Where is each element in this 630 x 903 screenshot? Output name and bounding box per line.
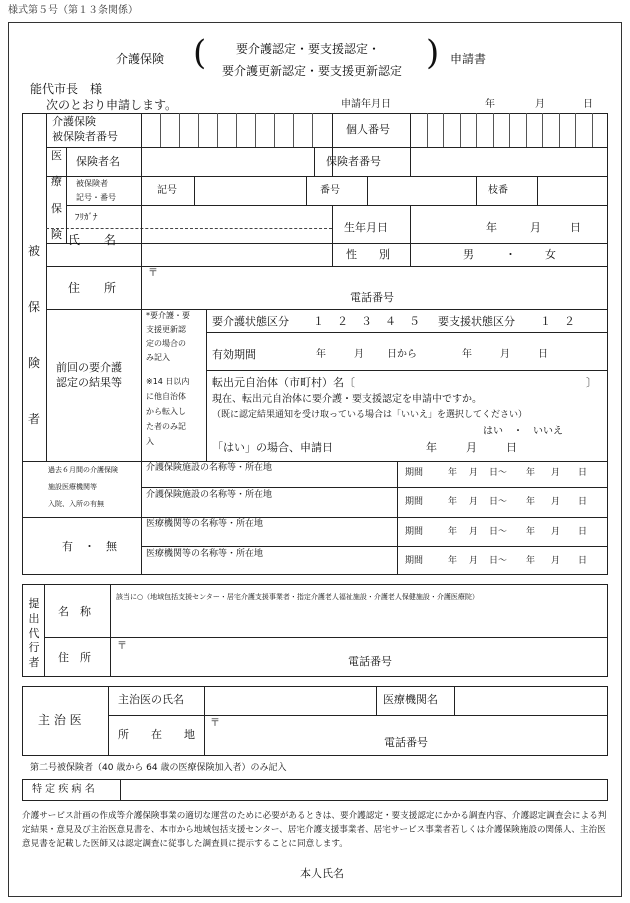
previous-result-label-2: 認定の結果等 <box>56 376 122 389</box>
facility-period-year-2: 年 <box>526 497 536 507</box>
specific-disease-row <box>22 779 608 801</box>
valid-period-year-1: 年 <box>316 349 326 360</box>
care-level-label: 要介護状態区分 <box>212 315 289 328</box>
address-label: 住 所 <box>68 281 117 295</box>
insured-symbol-label-2: 記号・番号 <box>76 193 116 202</box>
insured-symbol-label-1: 被保険者 <box>76 179 108 188</box>
furigana-label: ﾌﾘｶﾞﾅ <box>75 213 98 223</box>
valid-period-month-2: 月 <box>500 349 510 360</box>
doctor-institution-label: 医療機関名 <box>383 693 438 706</box>
specific-disease-label: 特 定 疾 病 名 <box>32 784 95 795</box>
facility-period-label: 期間 <box>405 527 424 537</box>
care-level-3[interactable]: ３ <box>361 315 372 328</box>
number-label: 番号 <box>320 185 340 196</box>
facilities-label-1: 過去６月間の介護保険 <box>48 466 118 474</box>
facilities-label-2: 施設医療機関等 <box>48 483 97 491</box>
transfer-municipality-line: 転出元自治体（市町村）名〔 <box>212 376 355 389</box>
agent-postal-mark: 〒 <box>117 641 127 652</box>
facility-period-label: 期間 <box>405 468 424 478</box>
facility-period-label: 期間 <box>405 497 424 507</box>
transfer-yes-no[interactable]: はい ・ いいえ <box>483 426 563 437</box>
application-date-label: 申請年月日 <box>341 99 391 110</box>
facility-period-year-1: 年 <box>448 556 458 566</box>
valid-period-from: 日から <box>387 349 417 360</box>
address-phone-label: 電話番号 <box>350 291 394 304</box>
form-id: 様式第５号（第１３条関係） <box>8 5 138 16</box>
agent-address-label: 住 所 <box>58 651 91 664</box>
care-level-5[interactable]: ５ <box>409 315 420 328</box>
valid-period-year-2: 年 <box>462 349 472 360</box>
agent-name-note: 該当に○（地域包括支援センター・居宅介護支援事業者・指定介護老人福祉施設・介護老人保健施設・介護医療院） <box>116 593 479 601</box>
doctor-name-label: 主治医の氏名 <box>118 693 184 706</box>
transfer-text-2: （既に認定結果通知を受け取っている場合は「いいえ」を選択してください） <box>212 410 528 420</box>
transfer-note-2: に他自治体 <box>146 392 186 401</box>
facility-period-day-1: 日～ <box>489 556 508 566</box>
gender-separator: ・ <box>505 248 516 261</box>
name-label: 氏 名 <box>68 233 117 247</box>
facility-period-month-2: 月 <box>551 527 561 537</box>
agent-side-label: 提 出 代 行 者 <box>28 597 40 669</box>
facility-period-month-1: 月 <box>469 527 479 537</box>
facility-period-year-1: 年 <box>448 468 458 478</box>
doctor-phone-label: 電話番号 <box>384 736 428 749</box>
personal-number-label: 個人番号 <box>346 123 390 136</box>
facilities-yes-no[interactable]: 有 ・ 無 <box>62 540 117 553</box>
agent-phone-label: 電話番号 <box>348 655 392 668</box>
renewal-note-1: *要介護・要 <box>146 311 190 320</box>
facility-period-month-2: 月 <box>551 556 561 566</box>
support-level-label: 要支援状態区分 <box>438 315 515 328</box>
yes-case-year: 年 <box>426 441 437 454</box>
facility-period-year-2: 年 <box>526 527 536 537</box>
insured-table <box>22 113 608 575</box>
gender-male[interactable]: 男 <box>463 248 474 261</box>
facilities-label-3: 入院、入所の有無 <box>48 500 104 508</box>
transfer-note-3: から転入し <box>146 407 186 416</box>
doctor-address-label: 所 在 地 <box>118 728 195 741</box>
facility-period-year-2: 年 <box>526 468 536 478</box>
birth-date-label: 生年月日 <box>344 221 388 234</box>
care-level-4[interactable]: ４ <box>385 315 396 328</box>
gender-female[interactable]: 女 <box>545 248 556 261</box>
facility-name-label: 介護保険施設の名称等・所在地 <box>146 490 273 500</box>
transfer-close-bracket: 〕 <box>586 376 597 389</box>
application-date-day: 日 <box>583 99 593 110</box>
doctor-table <box>22 686 608 756</box>
title-prefix: 介護保険 <box>116 52 165 66</box>
insurer-name-label: 保険者名 <box>76 155 120 168</box>
facility-period-day-1: 日～ <box>489 527 508 537</box>
symbol-label: 記号 <box>157 185 177 196</box>
facility-period-year-1: 年 <box>448 527 458 537</box>
signature-label: 本人氏名 <box>300 867 344 880</box>
birth-day: 日 <box>570 221 581 234</box>
title-line-2: 要介護更新認定・要支援更新認定 <box>222 64 403 78</box>
facility-period-label: 期間 <box>405 556 424 566</box>
title-right-paren: ) <box>426 33 440 73</box>
medical-insurance-side: 医 療 保 険 <box>51 149 62 241</box>
facility-period-month-1: 月 <box>469 497 479 507</box>
facility-period-day-1: 日～ <box>489 468 508 478</box>
insured-number-label-2: 被保険者番号 <box>52 130 118 143</box>
facility-period-day-2: 日 <box>578 556 588 566</box>
facility-period-day-1: 日～ <box>489 497 508 507</box>
birth-month: 月 <box>530 221 541 234</box>
transfer-text-1: 現在、転出元自治体に要介護・要支援認定を申請中ですか。 <box>212 394 482 405</box>
title-line-1: 要介護認定・要支援認定・ <box>236 42 381 56</box>
second-insured-note: 第二号被保険者（40 歳から 64 歳の医療保険加入者）のみ記入 <box>30 763 287 773</box>
valid-period-day-2: 日 <box>538 349 548 360</box>
insurer-number-label: 保険者番号 <box>326 155 381 168</box>
renewal-note-2: 支援更新認 <box>146 325 186 334</box>
transfer-note-1: ※14 日以内 <box>146 377 190 386</box>
facility-name-label: 医療機関等の名称等・所在地 <box>146 549 264 559</box>
branch-label: 枝番 <box>488 185 508 196</box>
care-level-1[interactable]: １ <box>313 315 324 328</box>
doctor-postal-mark: 〒 <box>210 718 220 729</box>
facility-period-month-1: 月 <box>469 468 479 478</box>
facility-period-month-1: 月 <box>469 556 479 566</box>
application-date-month: 月 <box>535 99 545 110</box>
care-level-2[interactable]: ２ <box>337 315 348 328</box>
facility-period-day-2: 日 <box>578 527 588 537</box>
renewal-note-3: 定の場合の <box>146 339 186 348</box>
facility-period-day-2: 日 <box>578 468 588 478</box>
facility-period-year-2: 年 <box>526 556 536 566</box>
valid-period-month-1: 月 <box>354 349 364 360</box>
support-level-2[interactable]: ２ <box>564 315 575 328</box>
facility-period-day-2: 日 <box>578 497 588 507</box>
support-level-1[interactable]: １ <box>540 315 551 328</box>
renewal-note-4: み記入 <box>146 353 170 362</box>
gender-label: 性 別 <box>346 248 390 261</box>
yes-case-application-date: 「はい」の場合、申請日 <box>212 441 333 454</box>
insured-number-cells[interactable] <box>141 113 332 147</box>
facility-name-label: 医療機関等の名称等・所在地 <box>146 519 264 529</box>
insured-number-label-1: 介護保険 <box>52 115 96 128</box>
facility-period-month-2: 月 <box>551 497 561 507</box>
birth-year: 年 <box>486 221 497 234</box>
yes-case-day: 日 <box>506 441 517 454</box>
application-date-year: 年 <box>485 99 495 110</box>
address-postal-mark: 〒 <box>148 268 158 279</box>
title-left-paren: ( <box>193 33 207 73</box>
transfer-note-4: た者のみ記 <box>146 422 186 431</box>
insured-side-label: 被 保 険 者 <box>27 244 40 426</box>
yes-case-month: 月 <box>466 441 477 454</box>
doctor-label: 主 治 医 <box>38 713 82 727</box>
agent-name-label: 名 称 <box>58 605 91 618</box>
title-suffix: 申請書 <box>450 52 487 66</box>
facility-period-year-1: 年 <box>448 497 458 507</box>
intro-text: 次のとおり申請します。 <box>46 98 178 112</box>
addressee: 能代市長 様 <box>30 82 103 96</box>
valid-period-label: 有効期間 <box>212 348 256 361</box>
facility-period-month-2: 月 <box>551 468 561 478</box>
personal-number-cells[interactable] <box>410 113 608 147</box>
consent-text: 介護サービス計画の作成等介護保険事業の適切な運営のために必要があるときは、要介護認定・要支援認定にかかる調査内容、介護認定調査会による判定結果・意見及び主治医意見書を、本市から地域包括支援センター、居宅介護支援事業者、居宅サービス事業者若しくは介護保険施設の関係人、主治医意見書を記載した医師又は認定調査に従事した調査員に提示することに同意します。 <box>22 811 607 849</box>
facility-name-label: 介護保険施設の名称等・所在地 <box>146 463 273 473</box>
previous-result-label-1: 前回の要介護 <box>56 361 122 374</box>
transfer-note-5: 入 <box>146 437 154 446</box>
